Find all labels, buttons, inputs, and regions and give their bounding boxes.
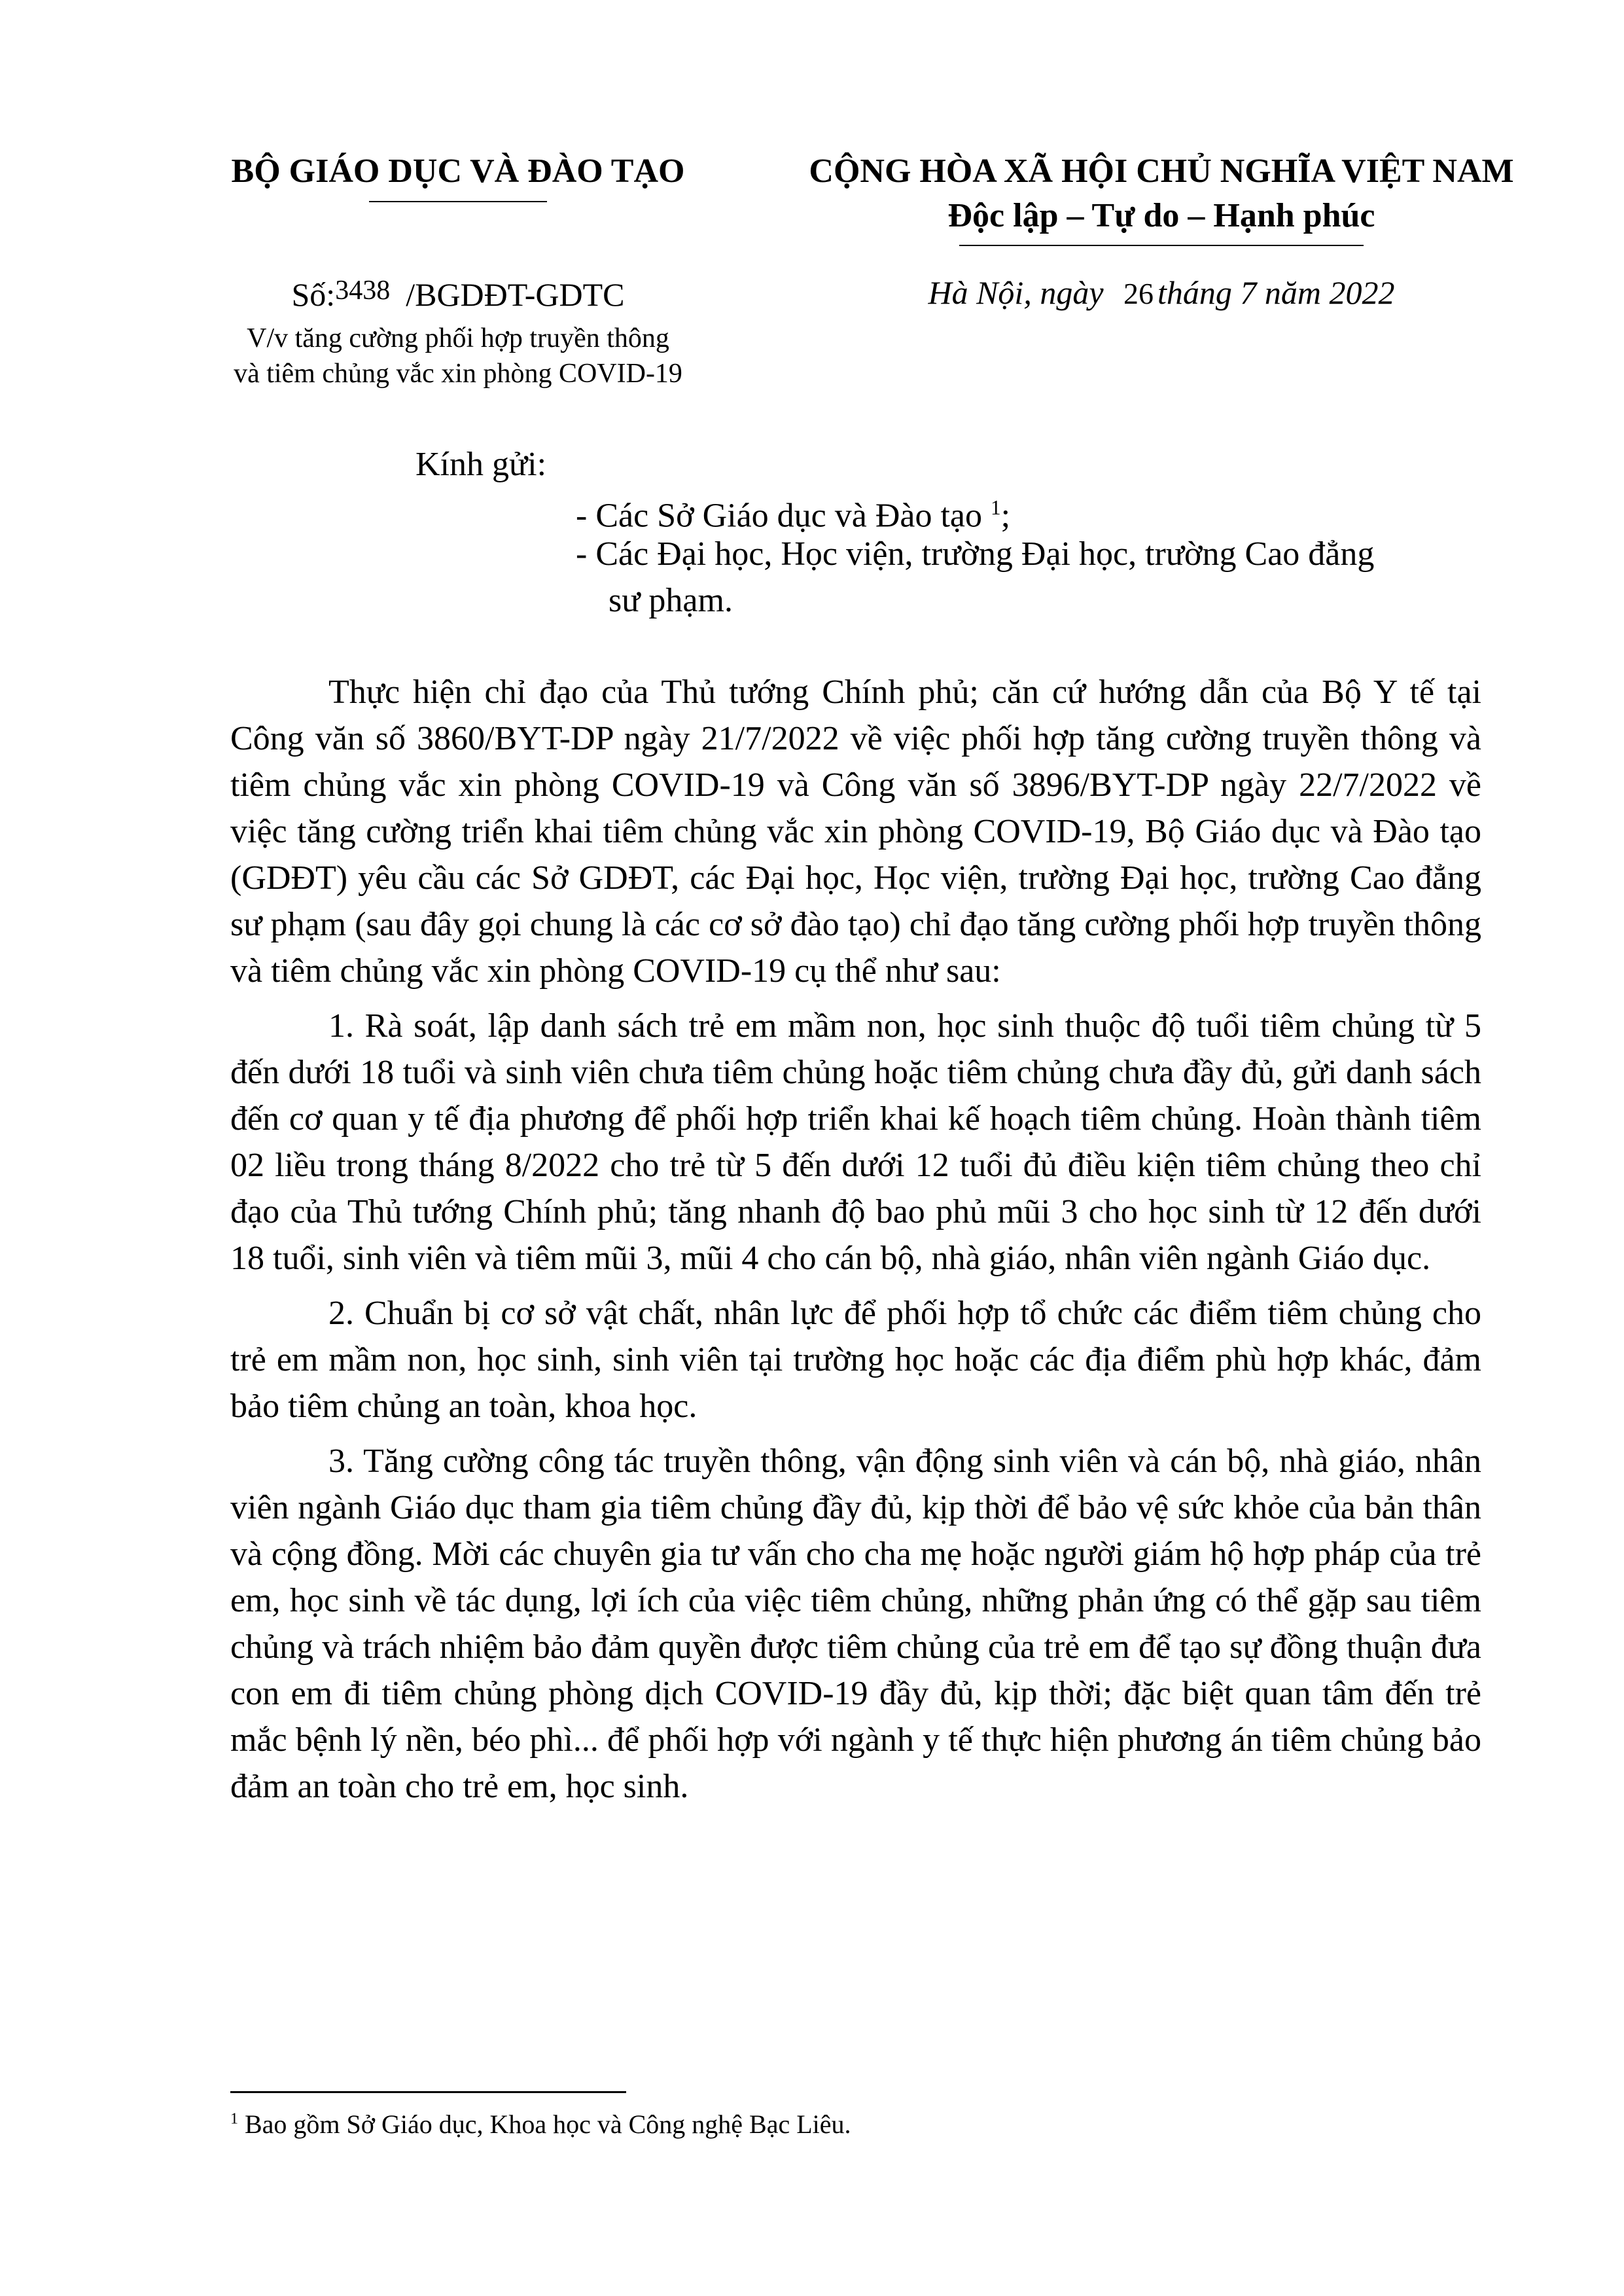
document-body (230, 669, 1481, 1810)
document-subject (164, 321, 752, 391)
number-suffix: /BGDĐT-GDTC (406, 276, 625, 313)
recipient-2-line-2: sư phạm. (609, 582, 733, 619)
greeting: Kính gửi: (415, 446, 547, 483)
recipient-2-line-1: - Các Đại học, Học viện, trường Đại học, trường Cao đẳng (576, 535, 1375, 573)
footnote-ref[interactable]: 1 (990, 496, 1001, 519)
subject-line-1: V/v tăng cường phối hợp truyền thông (247, 323, 669, 353)
date-prefix: Hà Nội, ngày (928, 274, 1104, 311)
footnote-divider (230, 2091, 626, 2093)
nation-title: CỘNG HÒA XÃ HỘI CHỦ NGHĨA VIỆT NAM (809, 152, 1514, 190)
recipient-2 (576, 531, 1492, 624)
motto: Độc lập – Tự do – Hạnh phúc (947, 197, 1375, 234)
footnote-text: Bao gồm Sở Giáo dục, Khoa học và Công nghệ Bạc Liêu. (245, 2109, 851, 2139)
footnote (230, 2109, 851, 2140)
number-value: 3438 (335, 276, 391, 306)
item-3-paragraph: 3. Tăng cường công tác truyền thông, vận động sinh viên và cán bộ, nhà giáo, nhân viên ngành Giáo dục tham gia tiêm chủng đầy đủ, kịp thời để bảo vệ sức khỏe của bản thân và cộng đồng. Mời các chuyên gia tư vấn cho cha mẹ hoặc người giám hộ hợp pháp của trẻ em, học sinh về tác dụng, lợi ích của việc tiêm chủng, những phản ứng có thể gặp sau tiêm chủng và trách nhiệm bảo đảm quyền được tiêm chủng của trẻ em để tạo sự đồng thuận đưa con em đi tiêm chủng phòng dịch COVID-19 đầy đủ, kịp thời; đặc biệt quan tâm đến trẻ mắc bệnh lý nền, béo phì... để phối hợp với ngành y tế thực hiện phương án tiêm chủng bảo đảm an toàn cho trẻ em, học sinh. (230, 1443, 1481, 1805)
recipient-1-end: ; (1000, 497, 1011, 535)
subject-line-2: và tiêm chủng vắc xin phòng COVID-19 (234, 359, 682, 389)
motto-underline (959, 245, 1364, 246)
document-number (164, 275, 752, 314)
footnote-marker: 1 (230, 2110, 238, 2128)
recipient-1-text: - Các Sở Giáo dục và Đào tạo (576, 497, 982, 535)
ministry-name: BỘ GIÁO DỤC VÀ ĐÀO TẠO (231, 152, 685, 190)
intro-paragraph: Thực hiện chỉ đạo của Thủ tướng Chính phủ; căn cứ hướng dẫn của Bộ Y tế tại Công văn số 3860/BYT-DP ngày 21/7/2022 về việc phối hợp tăng cường truyền thông và tiêm chủng vắc xin phòng COVID-19 và Công văn số 3896/BYT-DP ngày 22/7/2022 về việc tăng cường triển khai tiêm chủng vắc xin phòng COVID-19, Bộ Giáo dục và Đào tạo (GDĐT) yêu cầu các Sở GDĐT, các Đại học, Học viện, trường Đại học, trường Cao đẳng sư phạm (sau đây gọi chung là các cơ sở đào tạo) chỉ đạo tăng cường phối hợp truyền thông và tiêm chủng vắc xin phòng COVID-19 cụ thể như sau: (230, 673, 1481, 990)
item-1-paragraph: 1. Rà soát, lập danh sách trẻ em mầm non, học sinh thuộc độ tuổi tiêm chủng từ 5 đến dưới 18 tuổi và sinh viên chưa tiêm chủng hoặc tiêm chủng chưa đầy đủ, gửi danh sách đến cơ quan y tế địa phương để phối hợp triển khai kế hoạch tiêm chủng. Hoàn thành tiêm 02 liều trong tháng 8/2022 cho trẻ từ 5 đến dưới 12 tuổi đủ điều kiện tiêm chủng theo chỉ đạo của Thủ tướng Chính phủ; tăng nhanh độ bao phủ mũi 3 cho học sinh từ 12 đến dưới 18 tuổi, sinh viên và tiêm mũi 3, mũi 4 cho cán bộ, nhà giáo, nhân viên ngành Giáo dục. (230, 1007, 1481, 1277)
document-date (739, 274, 1583, 312)
number-prefix: Số: (291, 276, 336, 313)
date-day: 26 (1123, 277, 1154, 310)
date-suffix: tháng 7 năm 2022 (1157, 274, 1395, 311)
item-2-paragraph: 2. Chuẩn bị cơ sở vật chất, nhân lực để phối hợp tổ chức các điểm tiêm chủng cho trẻ em mầm non, học sinh, sinh viên tại trường học hoặc các địa điểm phù hợp khác, đảm bảo tiêm chủng an toàn, khoa học. (230, 1295, 1481, 1425)
ministry-underline (369, 201, 547, 202)
